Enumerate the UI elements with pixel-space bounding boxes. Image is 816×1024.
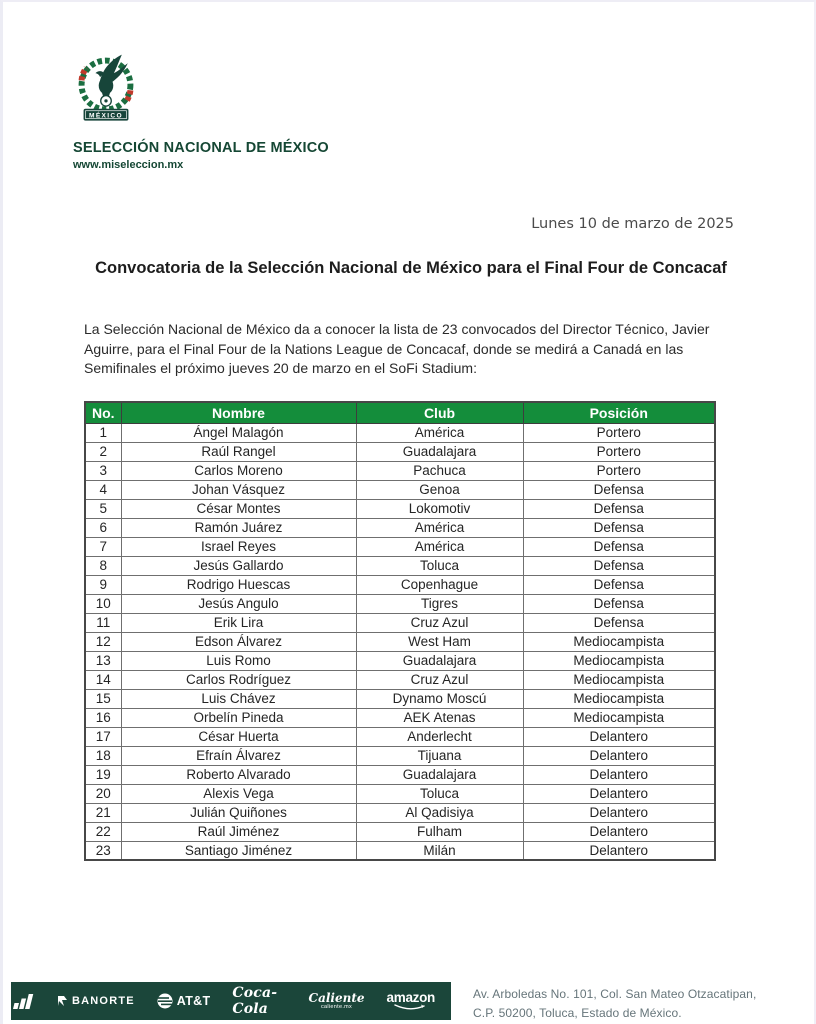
table-cell: Guadalajara <box>356 765 523 784</box>
banorte-mark-icon <box>57 995 68 1007</box>
table-cell: AEK Atenas <box>356 708 523 727</box>
table-row <box>85 765 715 784</box>
squad-table <box>84 401 716 861</box>
amazon-smile-icon <box>394 1004 428 1011</box>
caliente-wordmark: Caliente <box>308 990 365 1005</box>
table-cell: Delantero <box>523 841 715 860</box>
table-cell: 20 <box>85 784 121 803</box>
table-cell: Ángel Malagón <box>121 423 356 442</box>
table-cell: Tijuana <box>356 746 523 765</box>
cocacola-wordmark: Coca-Cola <box>232 985 278 1017</box>
table-cell: Defensa <box>523 613 715 632</box>
table-cell: Delantero <box>523 822 715 841</box>
adidas-logo <box>11 993 35 1009</box>
table-cell: 10 <box>85 594 121 613</box>
caliente-subtext: caliente.mx <box>320 1003 353 1010</box>
table-cell: Jesús Gallardo <box>121 556 356 575</box>
column-header: No. <box>85 402 121 423</box>
org-name: SELECCIÓN NACIONAL DE MÉXICO <box>73 140 329 156</box>
table-cell: Delantero <box>523 746 715 765</box>
table-cell: Tigres <box>356 594 523 613</box>
table-cell: Defensa <box>523 480 715 499</box>
table-cell: West Ham <box>356 632 523 651</box>
table-cell: Julián Quiñones <box>121 803 356 822</box>
fmf-crest-logo <box>73 44 139 126</box>
table-cell: Milán <box>356 841 523 860</box>
table-cell: Edson Álvarez <box>121 632 356 651</box>
table-cell: Mediocampista <box>523 651 715 670</box>
table-cell: Roberto Alvarado <box>121 765 356 784</box>
crest-caption: MÉXICO <box>89 112 123 120</box>
table-row <box>85 632 715 651</box>
banorte-wordmark: BANORTE <box>72 995 135 1007</box>
table-cell: Toluca <box>356 784 523 803</box>
table-cell: 4 <box>85 480 121 499</box>
att-globe-icon <box>157 993 173 1009</box>
adidas-bars-icon <box>11 993 35 1009</box>
table-cell: 9 <box>85 575 121 594</box>
table-cell: Mediocampista <box>523 689 715 708</box>
amazon-logo <box>387 991 435 1012</box>
squad-table-head-row <box>85 402 715 423</box>
table-row <box>85 518 715 537</box>
table-cell: 21 <box>85 803 121 822</box>
cocacola-logo <box>232 985 286 1017</box>
table-cell: Portero <box>523 423 715 442</box>
table-cell: Copenhague <box>356 575 523 594</box>
table-row <box>85 594 715 613</box>
table-cell: 3 <box>85 461 121 480</box>
footer-address <box>473 985 756 1022</box>
table-cell: 12 <box>85 632 121 651</box>
table-cell: 6 <box>85 518 121 537</box>
table-cell: Cruz Azul <box>356 613 523 632</box>
table-cell: Defensa <box>523 594 715 613</box>
sponsor-bar <box>11 982 451 1020</box>
table-cell: Israel Reyes <box>121 537 356 556</box>
table-row <box>85 556 715 575</box>
table-cell: 8 <box>85 556 121 575</box>
table-cell: Delantero <box>523 765 715 784</box>
table-cell: Johan Vásquez <box>121 480 356 499</box>
table-cell: 2 <box>85 442 121 461</box>
table-cell: Rodrigo Huescas <box>121 575 356 594</box>
address-line-2: C.P. 50200, Toluca, Estado de México. <box>473 1005 682 1020</box>
column-header: Club <box>356 402 523 423</box>
table-cell: Portero <box>523 461 715 480</box>
table-cell: Luis Chávez <box>121 689 356 708</box>
banorte-logo <box>57 995 135 1007</box>
table-cell: 22 <box>85 822 121 841</box>
table-cell: Carlos Rodríguez <box>121 670 356 689</box>
table-cell: 16 <box>85 708 121 727</box>
document-date: Lunes 10 de marzo de 2025 <box>531 216 734 232</box>
table-cell: Raúl Rangel <box>121 442 356 461</box>
table-cell: Delantero <box>523 803 715 822</box>
table-cell: Toluca <box>356 556 523 575</box>
table-cell: Raúl Jiménez <box>121 822 356 841</box>
brand-block <box>73 44 329 171</box>
table-cell: Efraín Álvarez <box>121 746 356 765</box>
table-cell: Fulham <box>356 822 523 841</box>
table-cell: Defensa <box>523 575 715 594</box>
table-cell: América <box>356 537 523 556</box>
table-row <box>85 670 715 689</box>
table-cell: América <box>356 518 523 537</box>
table-row <box>85 461 715 480</box>
table-cell: Jesús Angulo <box>121 594 356 613</box>
squad-table-body <box>85 423 715 860</box>
table-row <box>85 803 715 822</box>
table-cell: Santiago Jiménez <box>121 841 356 860</box>
att-wordmark: AT&T <box>176 994 211 1008</box>
table-row <box>85 537 715 556</box>
table-cell: Portero <box>523 442 715 461</box>
table-cell: 11 <box>85 613 121 632</box>
table-cell: Genoa <box>356 480 523 499</box>
website-url: www.miseleccion.mx <box>73 159 184 171</box>
table-row <box>85 689 715 708</box>
table-row <box>85 423 715 442</box>
squad-table-container <box>84 401 716 861</box>
table-row <box>85 480 715 499</box>
table-row <box>85 613 715 632</box>
table-cell: César Huerta <box>121 727 356 746</box>
table-cell: Pachuca <box>356 461 523 480</box>
table-cell: 23 <box>85 841 121 860</box>
table-cell: Delantero <box>523 727 715 746</box>
table-row <box>85 727 715 746</box>
table-cell: Dynamo Moscú <box>356 689 523 708</box>
table-cell: América <box>356 423 523 442</box>
caliente-logo <box>309 992 365 1011</box>
table-cell: 17 <box>85 727 121 746</box>
table-cell: 14 <box>85 670 121 689</box>
table-cell: 19 <box>85 765 121 784</box>
table-cell: Carlos Moreno <box>121 461 356 480</box>
table-cell: Erik Lira <box>121 613 356 632</box>
table-row <box>85 784 715 803</box>
att-logo <box>157 993 211 1009</box>
amazon-wordmark: amazon <box>386 989 435 1005</box>
table-cell: 18 <box>85 746 121 765</box>
table-cell: 1 <box>85 423 121 442</box>
table-row <box>85 822 715 841</box>
table-cell: Al Qadisiya <box>356 803 523 822</box>
table-cell: Lokomotiv <box>356 499 523 518</box>
table-row <box>85 442 715 461</box>
table-cell: Guadalajara <box>356 442 523 461</box>
table-row <box>85 841 715 860</box>
table-cell: Delantero <box>523 784 715 803</box>
table-cell: Luis Romo <box>121 651 356 670</box>
table-cell: César Montes <box>121 499 356 518</box>
table-row <box>85 575 715 594</box>
table-cell: Ramón Juárez <box>121 518 356 537</box>
table-cell: Mediocampista <box>523 632 715 651</box>
table-row <box>85 499 715 518</box>
table-cell: Orbelín Pineda <box>121 708 356 727</box>
table-cell: Anderlecht <box>356 727 523 746</box>
column-header: Nombre <box>121 402 356 423</box>
table-cell: 13 <box>85 651 121 670</box>
table-cell: Cruz Azul <box>356 670 523 689</box>
table-cell: Defensa <box>523 537 715 556</box>
table-cell: 7 <box>85 537 121 556</box>
intro-paragraph: La Selección Nacional de México da a conocer la lista de 23 convocados del Director Técnico, Javier Aguirre, para el Final Four de la Nations League de Concacaf, donde se medirá a Canadá en las Semifinales el próximo jueves 20 de marzo en el SoFi Stadium: <box>84 321 710 377</box>
table-cell: Mediocampista <box>523 670 715 689</box>
document-title: Convocatoria de la Selección Nacional de México para el Final Four de Concacaf <box>95 259 727 277</box>
table-cell: Defensa <box>523 518 715 537</box>
table-cell: Defensa <box>523 556 715 575</box>
table-cell: Mediocampista <box>523 708 715 727</box>
table-cell: 5 <box>85 499 121 518</box>
table-cell: Alexis Vega <box>121 784 356 803</box>
table-row <box>85 708 715 727</box>
address-line-1: Av. Arboledas No. 101, Col. San Mateo Otzacatipan, <box>473 987 757 1001</box>
table-cell: Defensa <box>523 499 715 518</box>
table-cell: Guadalajara <box>356 651 523 670</box>
column-header: Posición <box>523 402 715 423</box>
table-row <box>85 651 715 670</box>
table-cell: 15 <box>85 689 121 708</box>
table-row <box>85 746 715 765</box>
